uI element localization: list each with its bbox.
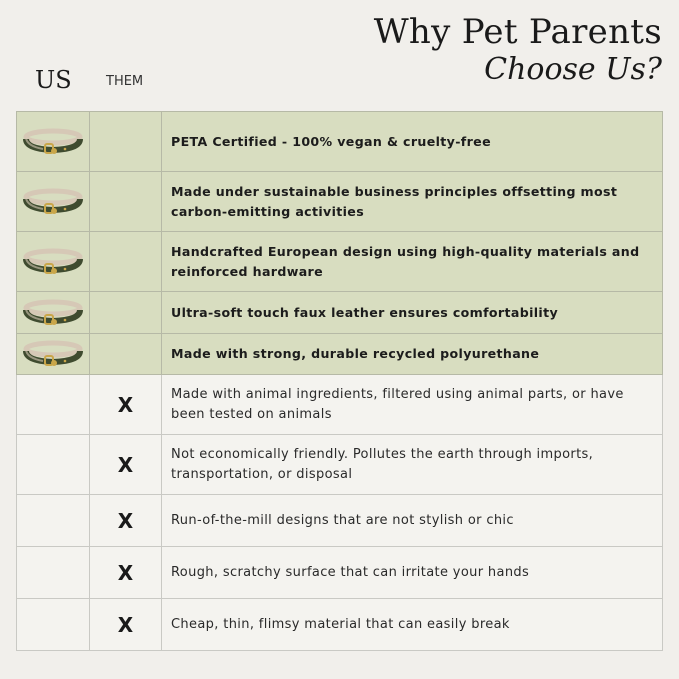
- pro-row: [17, 292, 663, 334]
- con-row: [17, 599, 663, 651]
- con-row: [17, 495, 663, 547]
- title-line1: Why Pet Parents: [373, 12, 662, 52]
- them-cell: [90, 172, 162, 232]
- them-column-label: THEM: [106, 74, 144, 89]
- us-cell: [17, 599, 90, 651]
- con-text: Rough, scratchy surface that can irritate your hands: [162, 547, 663, 599]
- con-text: Run-of-the-mill designs that are not stylish or chic: [162, 495, 663, 547]
- pro-text: Made under sustainable business principles offsetting most carbon-emitting activities: [162, 172, 663, 232]
- collar-icon: [17, 247, 89, 277]
- pro-text: PETA Certified - 100% vegan & cruelty-free: [162, 112, 663, 172]
- us-cell: [17, 292, 90, 334]
- them-cell: [90, 435, 162, 495]
- us-cell: [17, 375, 90, 435]
- pro-text: Ultra-soft touch faux leather ensures comfortability: [162, 292, 663, 334]
- pro-row: [17, 112, 663, 172]
- x-mark: X: [117, 452, 134, 477]
- x-mark: X: [117, 392, 134, 417]
- con-text: Not economically friendly. Pollutes the earth through imports, transportation, or disposal: [162, 435, 663, 495]
- us-cell: [17, 495, 90, 547]
- pro-text: Handcrafted European design using high-quality materials and reinforced hardware: [162, 232, 663, 292]
- con-row: [17, 375, 663, 435]
- con-row: [17, 435, 663, 495]
- them-cell: [90, 375, 162, 435]
- title-line2: Choose Us?: [484, 52, 662, 87]
- con-row: [17, 547, 663, 599]
- us-column-label: US: [35, 66, 72, 94]
- pro-row: [17, 172, 663, 232]
- collar-icon: [17, 339, 89, 369]
- pro-row: [17, 334, 663, 375]
- us-cell: [17, 334, 90, 375]
- x-mark: X: [117, 612, 134, 637]
- pro-row: [17, 232, 663, 292]
- con-text: Made with animal ingredients, filtered using animal parts, or have been tested on animals: [162, 375, 663, 435]
- them-cell: [90, 232, 162, 292]
- pro-text: Made with strong, durable recycled polyurethane: [162, 334, 663, 375]
- them-cell: [90, 112, 162, 172]
- comparison-table: [16, 111, 663, 651]
- us-cell: [17, 435, 90, 495]
- collar-icon: [17, 187, 89, 217]
- us-cell: [17, 172, 90, 232]
- us-cell: [17, 232, 90, 292]
- x-mark: X: [117, 560, 134, 585]
- them-cell: [90, 334, 162, 375]
- them-cell: [90, 547, 162, 599]
- them-cell: [90, 292, 162, 334]
- con-text: Cheap, thin, flimsy material that can easily break: [162, 599, 663, 651]
- them-cell: [90, 599, 162, 651]
- us-cell: [17, 547, 90, 599]
- x-mark: X: [117, 508, 134, 533]
- collar-icon: [17, 127, 89, 157]
- them-cell: [90, 495, 162, 547]
- collar-icon: [17, 298, 89, 328]
- us-cell: [17, 112, 90, 172]
